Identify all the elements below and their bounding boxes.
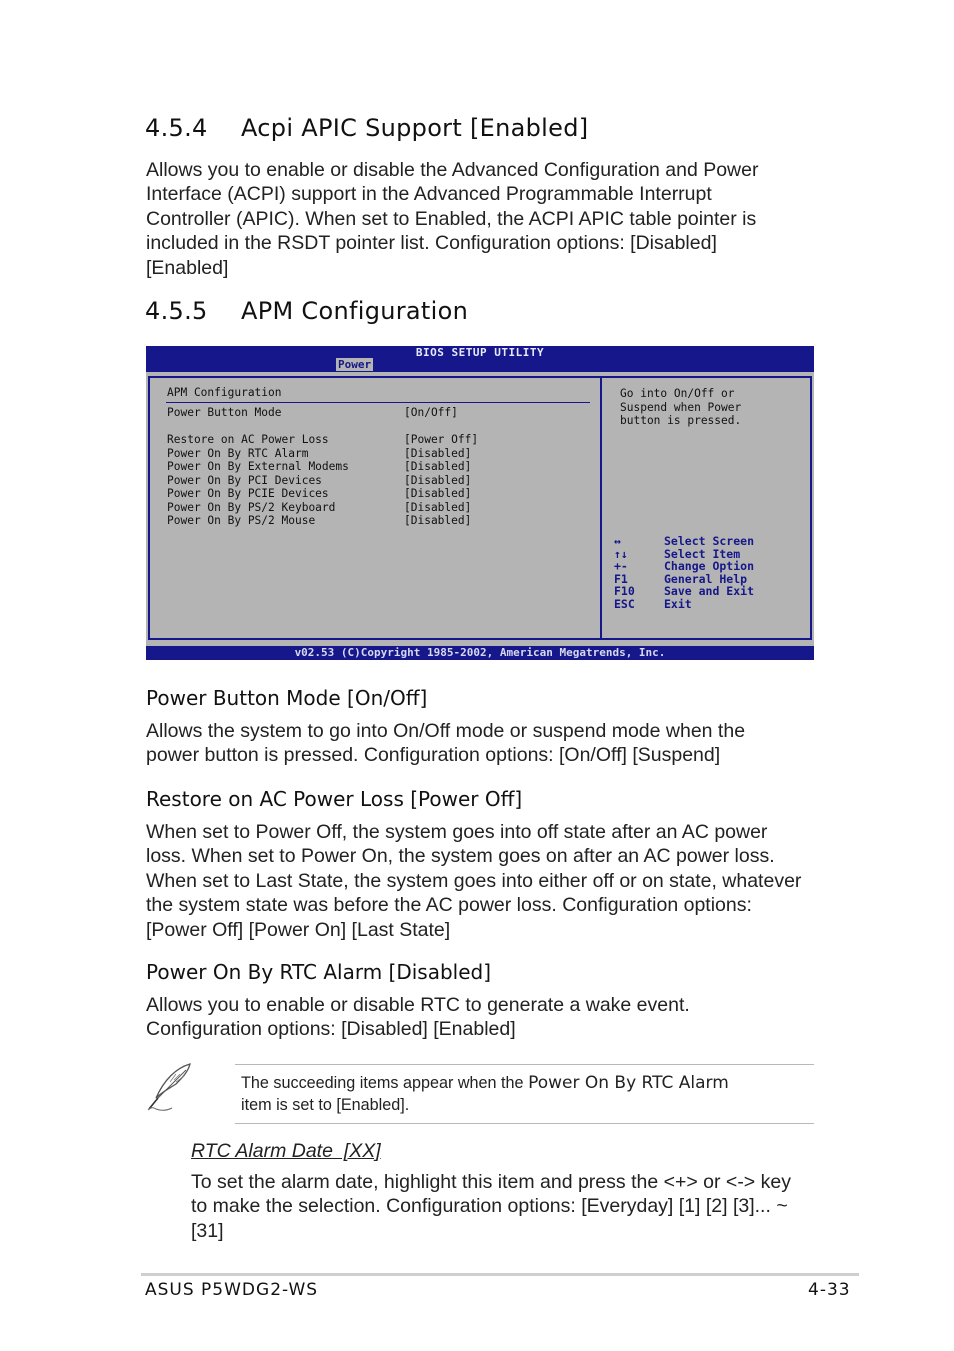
bios-item-label: Power On By External Modems <box>167 460 349 473</box>
note-suffix: item is set to [Enabled]. <box>241 1096 410 1114</box>
bios-screenshot <box>146 346 814 660</box>
bios-key-action: Save and Exit <box>664 584 755 599</box>
bios-copyright-bar: v02.53 (C)Copyright 1985-2002, American Megatrends, Inc. <box>146 646 814 660</box>
rtc-alarm-date-title: RTC Alarm Date [XX] <box>191 1140 381 1162</box>
bios-help-line: button is pressed. <box>620 414 742 427</box>
bios-key-action: Select Screen <box>664 534 755 548</box>
bios-item-label: Power On By PS/2 Mouse <box>167 514 316 527</box>
subsection-heading-power-button-mode: Power Button Mode [On/Off] <box>146 686 428 710</box>
footer-product-name: ASUS P5WDG2-WS <box>145 1280 319 1300</box>
note-top-rule <box>235 1064 814 1065</box>
bios-header-bar <box>146 346 814 372</box>
feather-pen-icon <box>146 1062 196 1114</box>
bios-item-label: Power Button Mode <box>167 406 282 419</box>
rtc-alarm-date-description: To set the alarm date, highlight this item and press the <+> or <-> key to make the selection. Configuration options: [Everyday] [1] [2] [3]... ~ [31] <box>191 1171 791 1242</box>
bios-key-label: F10 <box>614 584 635 599</box>
section-number: 4.5.4 <box>145 114 208 142</box>
bios-help-panel <box>600 376 812 640</box>
arrows-ud-icon: ↑↓ <box>614 546 628 561</box>
bios-item-label: Restore on AC Power Loss <box>167 433 329 446</box>
bios-title: BIOS SETUP UTILITY <box>415 346 545 359</box>
subsection-heading-rtc-alarm: Power On By RTC Alarm [Disabled] <box>146 960 492 984</box>
bios-tab-power[interactable]: Power <box>338 358 372 371</box>
section-title: Acpi APIC Support [Enabled] <box>241 114 589 142</box>
bios-item-value: [On/Off] <box>404 406 458 419</box>
restore-ac-description: When set to Power Off, the system goes into off state after an AC power loss. When set to Power On, the system goes on after an AC power loss. When set to Last State, the system goes into either off or on state, whatever the system state was before the AC power loss. Configuration options: [Power Off] [Power On] [Last State] <box>146 821 802 941</box>
bios-key-label: +- <box>614 559 628 574</box>
bios-item-value: [Power Off] <box>404 433 479 446</box>
note-prefix: The succeeding items appear when the <box>241 1074 529 1092</box>
rtc-alarm-description: Allows you to enable or disable RTC to generate a wake event. Configuration options: [Disabled] [Enabled] <box>146 994 690 1041</box>
bios-help-line: Go into On/Off or <box>620 387 735 400</box>
section-heading-acpi-apic <box>145 114 588 142</box>
bios-key-row <box>614 598 692 611</box>
bios-item-value: [Disabled] <box>404 500 472 514</box>
bios-key-action: Exit <box>664 597 692 611</box>
page-footer-rule <box>141 1273 859 1276</box>
bios-item-label: Power On By PCI Devices <box>167 473 322 487</box>
bios-key-action: General Help <box>664 571 748 586</box>
bios-item-label: Power On By PS/2 Keyboard <box>167 500 336 514</box>
bios-help-line: Suspend when Power <box>620 400 742 414</box>
bios-item-label: Power On By RTC Alarm <box>167 446 309 460</box>
acpi-apic-description: Allows you to enable or disable the Advanced Configuration and Power Interface (ACPI) support in the Advanced Programmable Interrupt Controller (APIC). When set to Enabled, the ACPI APIC table pointer is included in the RSDT pointer list. Configuration options: [Disabled] [Enabled] <box>146 159 759 279</box>
power-button-mode-description: Allows the system to go into On/Off mode or suspend mode when the power button is pressed. Configuration options: [On/Off] [Suspend] <box>146 720 746 767</box>
bios-settings-panel <box>148 376 602 640</box>
section-heading-apm <box>145 297 468 325</box>
note-bottom-rule <box>235 1123 814 1124</box>
bios-key-action: Change Option <box>664 559 755 574</box>
note-text <box>241 1072 811 1116</box>
bios-item-value: [Disabled] <box>404 514 472 527</box>
footer-page-number: 4-33 <box>808 1280 851 1300</box>
section-title: APM Configuration <box>241 297 469 325</box>
bios-key-label: F1 <box>614 571 628 586</box>
arrows-lr-icon: ↔ <box>614 534 621 548</box>
bios-item-value: [Disabled] <box>404 446 472 460</box>
subsection-heading-restore-ac: Restore on AC Power Loss [Power Off] <box>146 787 523 811</box>
bios-item-value: [Disabled] <box>404 487 472 500</box>
bios-item-value: [Disabled] <box>404 473 472 487</box>
bios-panel-divider <box>166 402 590 403</box>
note-highlight: Power On By RTC Alarm <box>528 1073 729 1093</box>
bios-key-label: ESC <box>614 597 635 611</box>
bios-item-label: Power On By PCIE Devices <box>167 487 329 500</box>
bios-key-action: Select Item <box>664 546 741 561</box>
bios-item-value: [Disabled] <box>404 460 472 473</box>
section-number: 4.5.5 <box>145 297 208 325</box>
bios-panel-title: APM Configuration <box>167 386 282 399</box>
